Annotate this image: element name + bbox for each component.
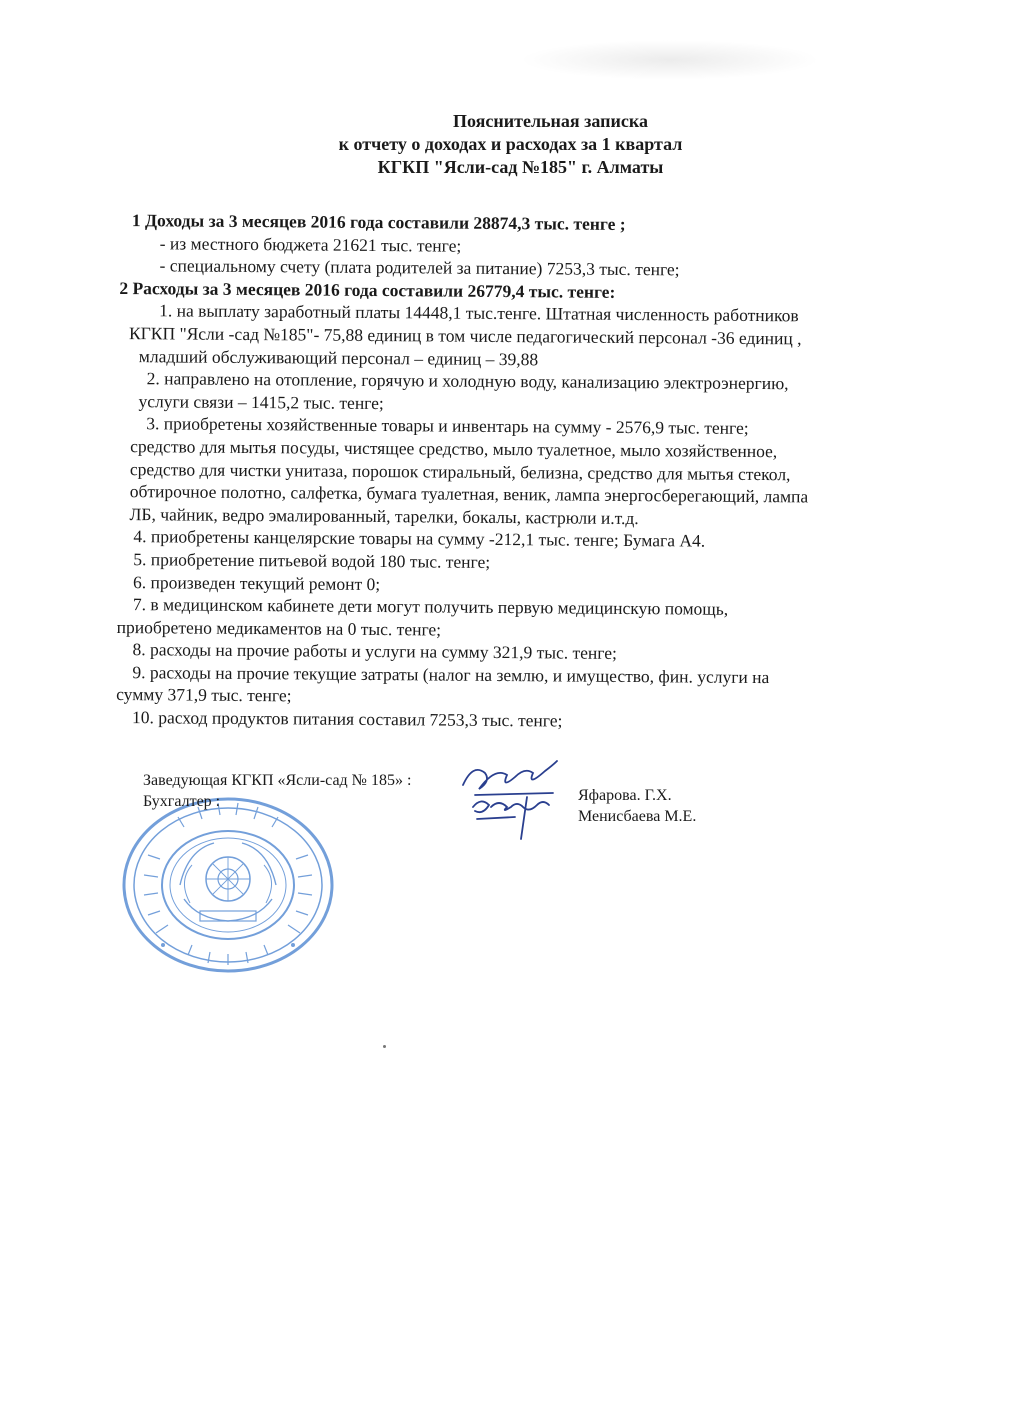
expense-item-10: 10. расход продуктов питания составил 7253,3 тыс. тенге; xyxy=(131,707,563,731)
accountant-label: Бухгалтер : xyxy=(143,793,221,810)
scan-smudge xyxy=(520,40,820,80)
expense-item-1-line-3: младший обслуживающий персонал – единиц – 39,88 xyxy=(138,345,539,369)
head-name: Яфарова. Г.Х. xyxy=(578,787,672,804)
expense-item-3-line-1: 3. приобретены хозяйственные товары и инвентарь на сумму - 2576,9 тыс. тенге; xyxy=(146,413,749,439)
header-title: Пояснительная записка xyxy=(452,111,648,131)
signature-labels xyxy=(143,770,411,812)
expense-item-3-line-5: ЛБ, чайник, ведро эмалированный, тарелки, бокалы, кастрюли и.т.д. xyxy=(129,503,639,528)
income-special: - специальному счету (плата родителей за питание) 7253,3 тыс. тенге; xyxy=(159,255,680,280)
expense-item-2-line-1: 2. направлено на отопление, горячую и холодную воду, канализацию электроэнергию, xyxy=(146,368,789,394)
expense-item-6: 6. произведен текущий ремонт 0; xyxy=(132,571,381,594)
expense-item-4: 4. приобретены канцелярские товары на сумму -212,1 тыс. тенге; Бумага А4. xyxy=(133,526,706,551)
accountant-name: Менисбаева М.Е. xyxy=(578,808,697,825)
header-subtitle: к отчету о доходах и расходах за 1 квартал xyxy=(338,134,683,154)
official-seal-icon xyxy=(118,795,338,975)
income-title: 1 Доходы за 3 месяцев 2016 года составили 28874,3 тыс. тенге ; xyxy=(131,210,626,234)
signatory-names xyxy=(578,785,696,827)
signature-icon xyxy=(455,755,575,845)
expense-item-8: 8. расходы на прочие работы и услуги на сумму 321,9 тыс. тенге; xyxy=(132,639,618,664)
expense-item-5: 5. приобретение питьевой водой 180 тыс. тенге; xyxy=(133,549,491,572)
expense-item-3-line-3: средство для чистки унитаза, порошок стиральный, белизна, средство для мытья стекол, xyxy=(129,458,791,484)
expense-item-2-line-2: услуги связи – 1415,2 тыс. тенге; xyxy=(138,390,384,413)
expense-item-3-line-2: средство для мытья посуды, чистящее средство, мыло туалетное, мыло хозяйственное, xyxy=(130,436,778,462)
expense-item-1-line-2: КГКП "Ясли -сад №185"- 75,88 единиц в том числе педагогический персонал -36 единиц , xyxy=(128,323,802,349)
expense-item-9-line-1: 9. расходы на прочие текущие затраты (налог на землю, и имущество, фин. услуги на xyxy=(132,661,770,687)
header-organization: КГКП "Ясли-сад №185" г. Алматы xyxy=(377,157,664,177)
expense-item-3-line-4: обтирочное полотно, салфетка, бумага туалетная, веник, лампа энергосберегающий, лампа xyxy=(129,481,809,507)
expense-item-7-line-1: 7. в медицинском кабинете дети могут получить первую медицинскую помощь, xyxy=(132,594,729,619)
expense-item-7-line-2: приобретено медикаментов на 0 тыс. тенге; xyxy=(116,616,442,640)
income-local: - из местного бюджета 21621 тыс. тенге; xyxy=(159,232,462,256)
head-label: Заведующая КГКП «Ясли-сад № 185» : xyxy=(143,772,412,789)
expense-item-1-line-1: 1. на выплату заработный платы 14448,1 тыс.тенге. Штатная численность работников xyxy=(159,300,799,326)
document-body xyxy=(116,209,910,735)
expense-title: 2 Расходы за 3 месяцев 2016 года составили 26779,4 тыс. тенге: xyxy=(119,277,616,302)
expense-item-9-line-2: сумму 371,9 тыс. тенге; xyxy=(116,684,292,706)
scan-speck xyxy=(383,1045,386,1048)
document-header xyxy=(0,110,1021,179)
